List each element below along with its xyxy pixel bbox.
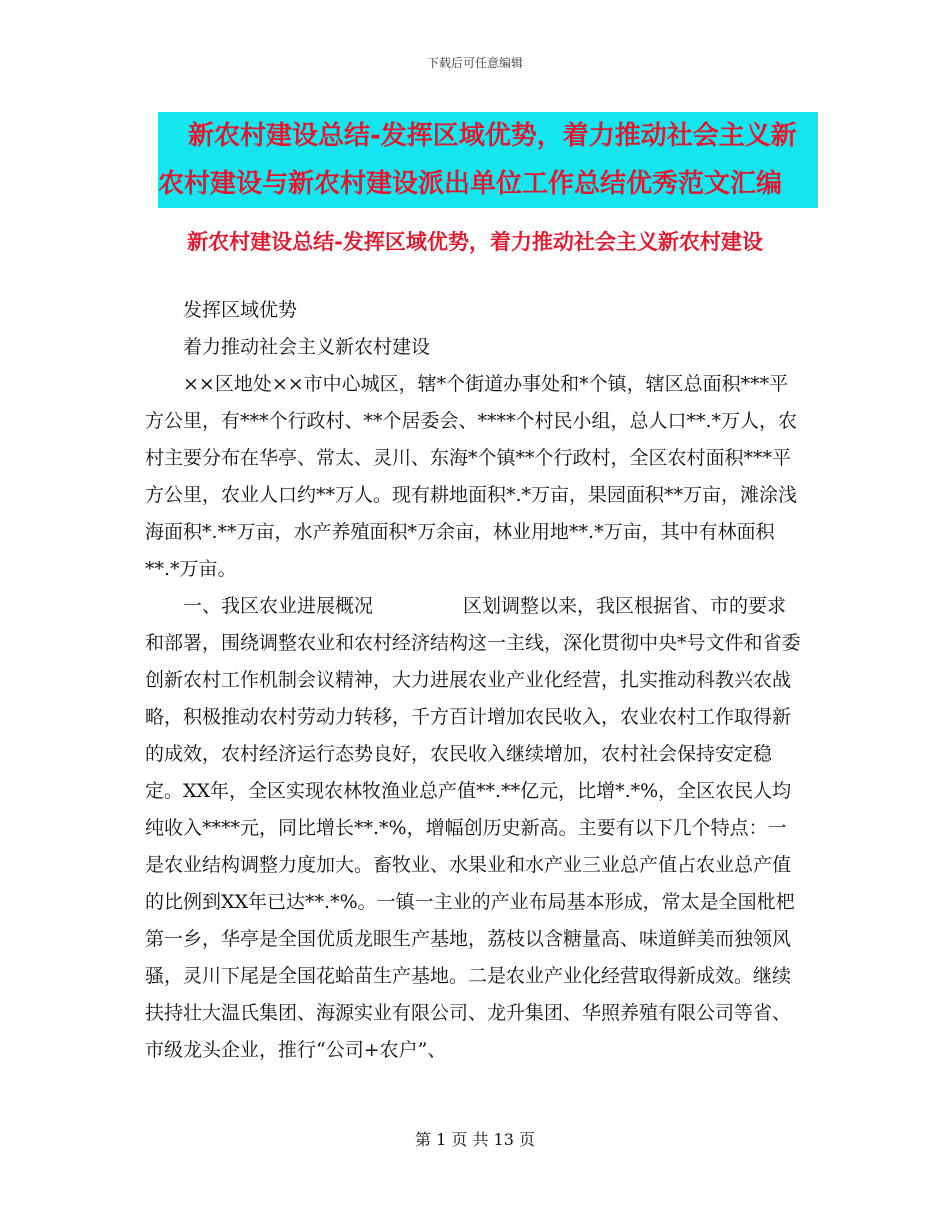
section-heading: 一、我区农业进展概况: [183, 595, 374, 617]
paragraph-2-text: 区划调整以来，我区根据省、市的要求和部署，围绕调整农业和农村经济结构这一主线，深化贯彻中央*号文件和省委创新农村工作机制会议精神，大力进展农业产业化经营，扎实推动科教兴农战略，积极推动农村劳动力转移，千方百计增加农民收入，农业农村工作取得新的成效，农村经济运行态势良好，农民收入继续增加，农村社会保持安定稳定。XX年，全区实现农林牧渔业总产值**.**亿元，比增*.*%，全区农民人均纯收入****元，同比增长**.*%，增幅创历史新高。主要有以下几个特点：一是农业结构调整力度加大。畜牧业、水果业和水产业三业总产值占农业总产值的比例到XX年已达**.*%。一镇一主业的产业布局基本形成，常太是全国枇杷第一乡，华亭是全国优质龙眼生产基地，荔枝以含糖量高、味道鲜美而独领风骚，灵川下尾是全国花蛤苗生产基地。二是农业产业化经营取得新成效。继续扶持壮大温氏集团、海源实业有限公司、龙升集团、华照养殖有限公司等省、市级龙头企业，推行“公司+农户”、: [145, 595, 801, 1061]
page-footer: 第 1 页 共 13 页: [415, 1130, 535, 1149]
heading-line-1: 发挥区域优势: [183, 299, 298, 321]
header-note: 下载后可任意编辑: [426, 56, 523, 70]
paragraph-2: [145, 588, 805, 1069]
title-line-1: 新农村建设总结-发挥区域优势，着力推动社会主义新: [188, 121, 797, 151]
title-line-2: 农村建设与新农村建设派出单位工作总结优秀范文汇编: [158, 169, 783, 199]
section-title: 新农村建设总结-发挥区域优势，着力推动社会主义新农村建设: [187, 230, 763, 254]
heading-line-2: 着力推动社会主义新农村建设: [183, 336, 431, 358]
document-title: [158, 112, 818, 208]
document-body: [145, 292, 805, 1069]
paragraph-1: ××区地处××市中心城区，辖*个街道办事处和*个镇，辖区总面积***平方公里，有***个行政村、**个居委会、****个村民小组，总人口**.*万人，农村主要分布在华亭、常太、灵川、东海*个镇**个行政村，全区农村面积***平方公里，农业人口约**万人。现有耕地面积*.*万亩，果园面积**万亩，滩涂浅海面积*.**万亩，水产养殖面积*万余亩，林业用地**.*万亩，其中有林面积**.*万亩。: [145, 373, 798, 580]
